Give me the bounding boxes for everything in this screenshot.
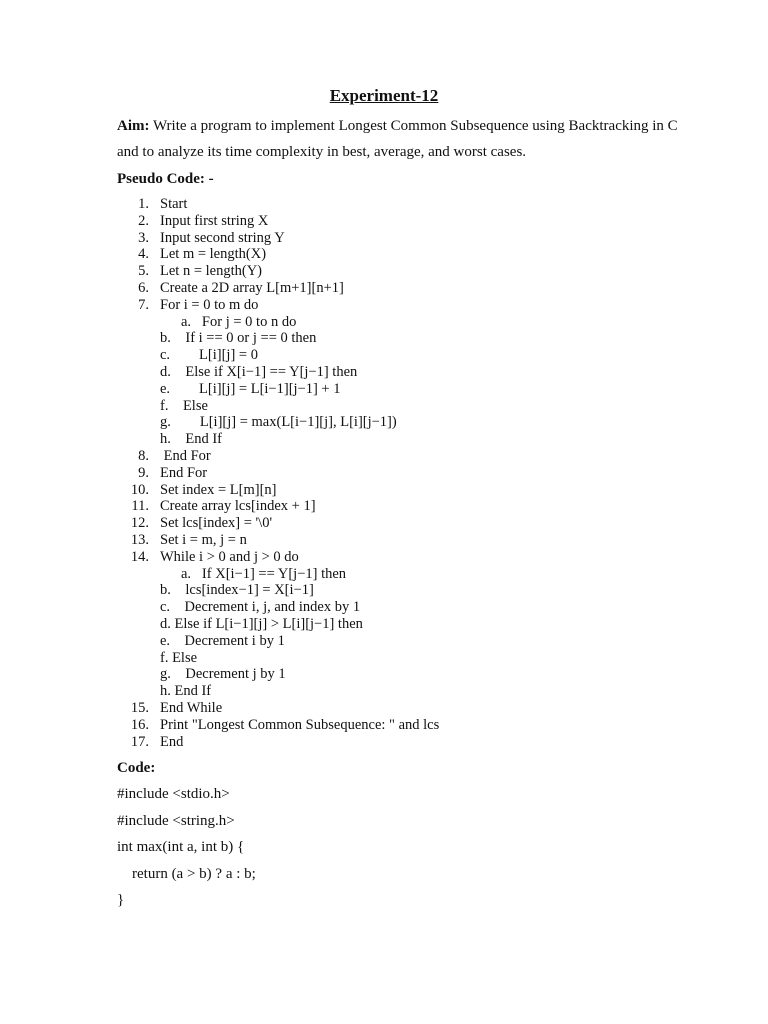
sub-step-text: c. L[i][j] = 0: [160, 347, 258, 364]
step-text: End For: [160, 464, 208, 481]
step-text: Input first string X: [160, 212, 269, 229]
pseudo-code-step: [160, 364, 357, 381]
aim-label: Aim:: [117, 118, 150, 134]
pseudo-code-step: [160, 582, 314, 599]
step-text: Start: [160, 196, 188, 212]
code-line: return (a > b) ? a : b;: [117, 866, 256, 882]
step-number: 2.: [138, 212, 149, 229]
step-text: For i = 0 to m do: [160, 296, 259, 313]
step-number: 12.: [130, 515, 149, 532]
page-title: Experiment-12: [329, 86, 439, 105]
sub-step-text: f. Else: [160, 649, 198, 666]
step-text: End While: [160, 700, 223, 716]
step-text: Set lcs[index] = '\0': [160, 515, 273, 532]
step-number: 3.: [138, 229, 149, 246]
aim-line-2: and to analyze its time complexity in best, average, and worst cases.: [117, 144, 527, 160]
step-text: Create a 2D array L[m+1][n+1]: [160, 280, 344, 296]
pseudo-code-step: [160, 398, 208, 415]
step-text: Print "Longest Common Subsequence: " and lcs: [160, 716, 440, 733]
sub-step-text: g. L[i][j] = max(L[i−1][j], L[i][j−1]): [160, 414, 397, 431]
step-number: 17.: [130, 733, 149, 750]
aim-line-1: [117, 117, 678, 135]
step-number: 8.: [138, 448, 149, 464]
sub-step-text: d. Else if X[i−1] == Y[j−1] then: [160, 364, 358, 380]
code-line: #include <string.h>: [117, 813, 235, 829]
step-text: Create array lcs[index + 1]: [160, 498, 316, 515]
step-text: Let m = length(X): [160, 246, 267, 263]
sub-step-text: e. L[i][j] = L[i−1][j−1] + 1: [160, 380, 341, 397]
step-number: 11.: [131, 498, 149, 515]
code-line: int max(int a, int b) {: [117, 839, 245, 855]
step-number: 7.: [138, 296, 149, 313]
step-number: 10.: [130, 481, 149, 498]
pseudo-code-step: [181, 566, 346, 583]
sub-step-text: e. Decrement i by 1: [160, 632, 285, 649]
pseudo-code-step: [160, 414, 397, 431]
pseudo-code-step: [160, 683, 211, 700]
step-number: 5.: [138, 263, 149, 280]
step-number: 1.: [138, 196, 149, 212]
step-number: 4.: [138, 246, 149, 263]
sub-step-text: b. lcs[index−1] = X[i−1]: [160, 582, 314, 599]
pseudo-code-step: [160, 431, 222, 448]
sub-step-text: c. Decrement i, j, and index by 1: [160, 599, 361, 616]
step-number: 14.: [130, 548, 149, 565]
code-line: }: [117, 892, 125, 908]
step-number: 9.: [138, 464, 149, 481]
sub-step-text: d. Else if L[i−1][j] > L[i][j−1] then: [160, 616, 363, 632]
step-number: 6.: [138, 280, 149, 296]
step-number: 15.: [130, 700, 149, 716]
step-number: 13.: [130, 532, 149, 548]
step-text: While i > 0 and j > 0 do: [160, 548, 299, 565]
pseudo-code-heading: Pseudo Code: -: [117, 171, 214, 187]
sub-step-text: a. If X[i−1] == Y[j−1] then: [181, 565, 347, 582]
aim-text-1: Write a program to implement Longest Common Subsequence using Backtracking in C: [149, 118, 678, 134]
step-text: Let n = length(Y): [160, 263, 262, 280]
pseudo-code-step: [160, 633, 285, 650]
pseudo-code-step: [160, 347, 258, 364]
sub-step-text: h. End If: [160, 683, 212, 700]
step-text: End: [160, 733, 184, 750]
pseudo-code-step: [160, 650, 197, 667]
pseudo-code-step: [160, 599, 360, 616]
code-line: #include <stdio.h>: [117, 786, 230, 802]
step-text: End For: [160, 448, 211, 464]
sub-step-text: a. For j = 0 to n do: [181, 313, 297, 330]
pseudo-code-step: [160, 616, 363, 633]
step-number: 16.: [130, 716, 149, 733]
code-heading: Code:: [117, 760, 156, 776]
sub-step-text: b. If i == 0 or j == 0 then: [160, 330, 317, 347]
sub-step-text: f. Else: [160, 397, 208, 414]
sub-step-text: h. End If: [160, 431, 223, 448]
sub-step-text: g. Decrement j by 1: [160, 666, 286, 683]
step-text: Set index = L[m][n]: [160, 481, 277, 498]
pseudo-code-step: [160, 330, 316, 347]
step-text: Set i = m, j = n: [160, 532, 247, 548]
step-text: Input second string Y: [160, 229, 285, 246]
pseudo-code-step: [181, 314, 296, 331]
pseudo-code-step: [160, 666, 286, 683]
pseudo-code-step: [160, 381, 340, 398]
